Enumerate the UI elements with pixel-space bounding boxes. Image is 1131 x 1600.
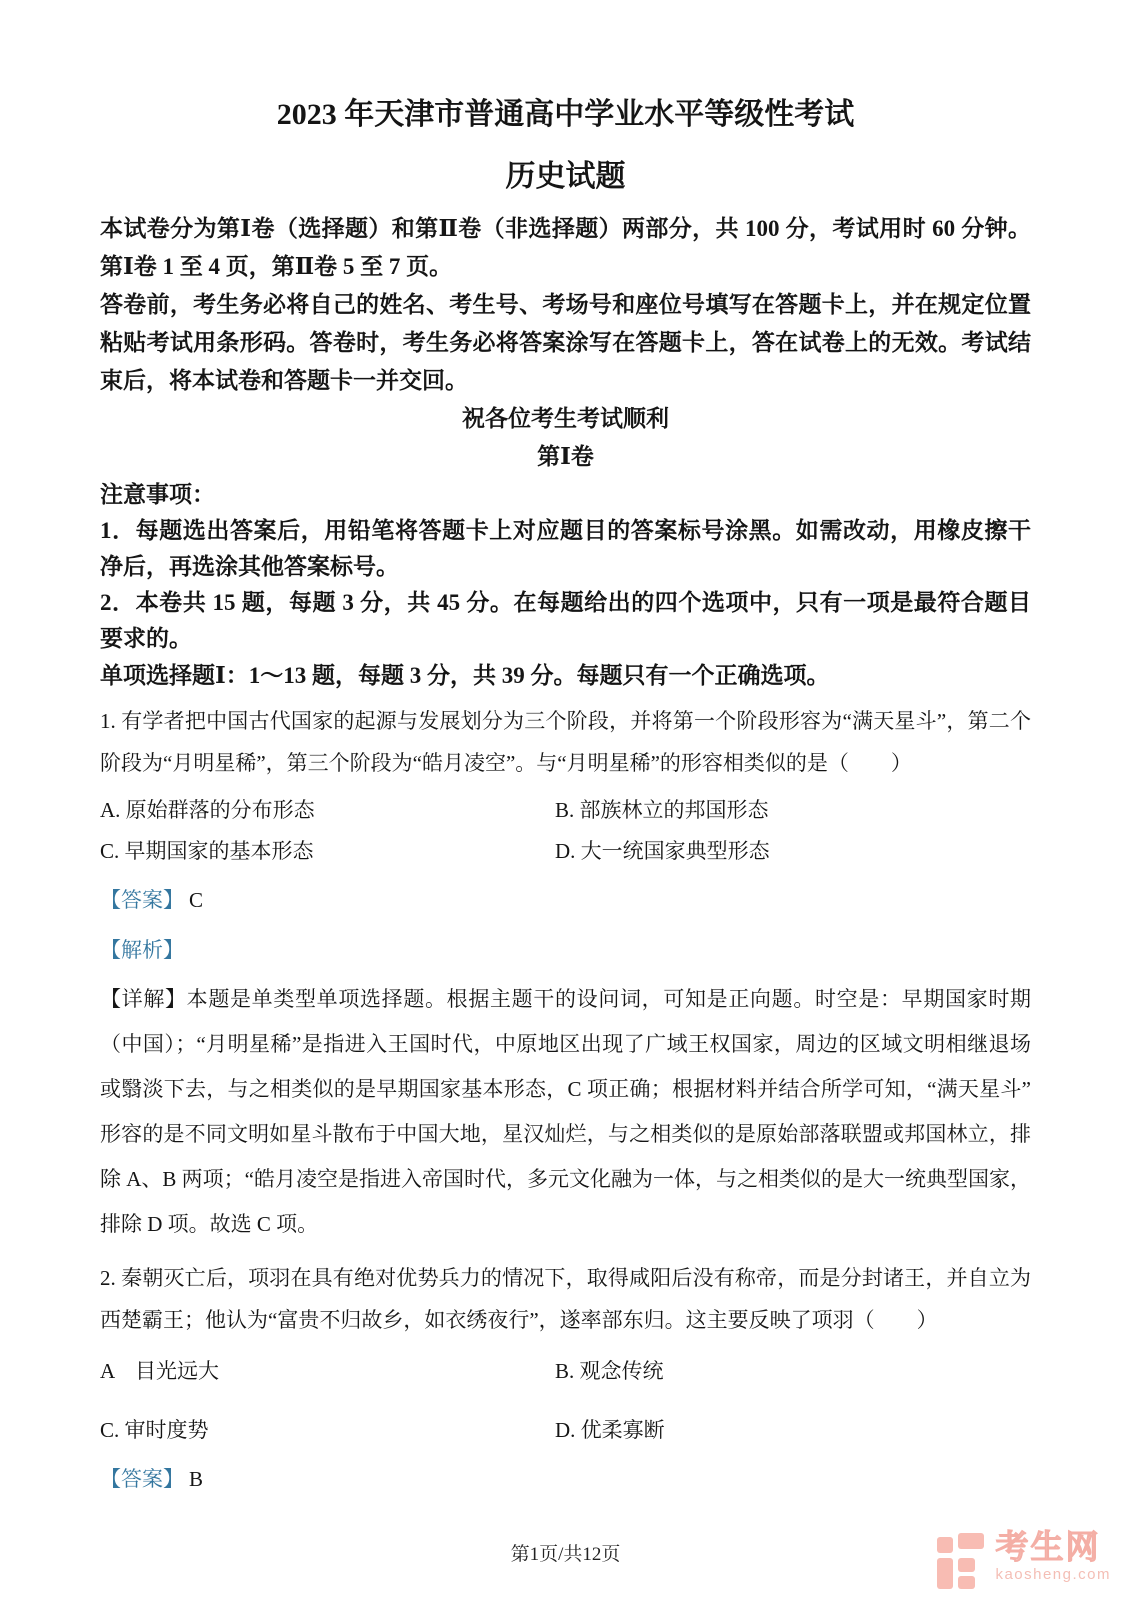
watermark-site-name: 考生网 (995, 1530, 1101, 1566)
question-2-option-d: D. 优柔寡断 (555, 1418, 665, 1442)
section-heading: 单项选择题Ⅰ：1～13 题，每题 3 分，共 39 分。每题只有一个正确选项。 (100, 663, 830, 688)
answer-label: 【答案】 (100, 888, 184, 912)
question-2-stem: 2. 秦朝灭亡后，项羽在具有绝对优势兵力的情况下，取得咸阳后没有称帝，而是分封诸王，并自立为西楚霸王；他认为“富贵不归故乡，如衣绣夜行”，遂率部东归。这主要反映了项羽（ ） (100, 1266, 1031, 1332)
question-2-option-b: B. 观念传统 (555, 1359, 664, 1383)
question-1-detail (100, 977, 1031, 1247)
notice-item-1: 1．每题选出答案后，用铅笔将答题卡上对应题目的答案标号涂黑。如需改动，用橡皮擦干净后，再选涂其他答案标号。 (100, 518, 1031, 579)
page-title: 2023 年天津市普通高中学业水平等级性考试 (276, 98, 855, 131)
notice-heading: 注意事项： (100, 482, 215, 507)
question-1 (100, 700, 1031, 1247)
question-1-option-c: C. 早期国家的基本形态 (100, 839, 314, 863)
detail-text: 本题是单类型单项选择题。根据主题干的设问词，可知是正向题。时空是：早期国家时期（中国）；“月明星稀”是指进入王国时代，中原地区出现了广域王权国家，周边的区域文明相继退场或翳淡下去，与之相类似的是早期国家基本形态，C 项正确；根据材料并结合所学可知，“满天星斗”形容的是不同文明如星斗散布于中国大地，星汉灿烂，与之相类似的是原始部落联盟或邦国林立，排除 A、B 两项；“皓月凌空是指进入帝国时代，多元文化融为一体，与之相类似的是大一统典型国家，排除 D 项。故选 C 项。 (100, 987, 1032, 1236)
page-number-indicator: 第1页/共12页 (510, 1544, 621, 1565)
question-1-option-b: B. 部族林立的邦国形态 (555, 798, 769, 822)
question-1-option-a: A. 原始群落的分布形态 (100, 798, 315, 822)
question-1-analysis-line (100, 933, 1031, 967)
question-2-options (100, 1355, 1031, 1446)
page-subtitle: 历史试题 (505, 160, 626, 193)
question-1-options (100, 794, 1031, 867)
intro-paragraph-1: 本试卷分为第Ⅰ卷（选择题）和第Ⅱ卷（非选择题）两部分，共 100 分，考试用时 60 分钟。第Ⅰ卷 1 至 4 页，第Ⅱ卷 5 至 7 页。 (100, 216, 1031, 279)
answer-value: B (189, 1467, 204, 1491)
answer-value: C (189, 888, 204, 912)
kaosheng-watermark (937, 1530, 1111, 1590)
kaosheng-logo-icon (937, 1530, 985, 1590)
watermark-text (995, 1530, 1111, 1584)
detail-label: 【详解】 (100, 987, 187, 1011)
question-2-option-c: C. 审时度势 (100, 1418, 209, 1442)
question-1-stem: 1. 有学者把中国古代国家的起源与发展划分为三个阶段，并将第一个阶段形容为“满天星斗”，第二个阶段为“月明星稀”，第三个阶段为“皓月凌空”。与“月明星稀”的形容相类似的是（ ） (100, 709, 1031, 775)
answer-label: 【答案】 (100, 1467, 184, 1491)
question-2-answer-line (100, 1462, 1031, 1496)
intro-paragraph-2: 答卷前，考生务必将自己的姓名、考生号、考场号和座位号填写在答题卡上，并在规定位置粘贴考试用条形码。答卷时，考生务必将答案涂写在答题卡上，答在试卷上的无效。考试结束后，将本试卷和答题卡一并交回。 (100, 292, 1031, 393)
question-2 (100, 1257, 1031, 1496)
question-1-option-d: D. 大一统国家典型形态 (555, 839, 770, 863)
wish-line: 祝各位考生考试顺利 (462, 406, 669, 431)
question-2-option-a: A 目光远大 (100, 1359, 220, 1383)
volume-heading: 第Ⅰ卷 (537, 444, 594, 469)
analysis-label: 【解析】 (100, 938, 184, 962)
question-1-answer-line (100, 883, 1031, 917)
watermark-site-domain: kaosheng.com (995, 1566, 1111, 1583)
notice-item-2: 2．本卷共 15 题，每题 3 分，共 45 分。在每题给出的四个选项中，只有一项是最符合题目要求的。 (100, 590, 1031, 651)
